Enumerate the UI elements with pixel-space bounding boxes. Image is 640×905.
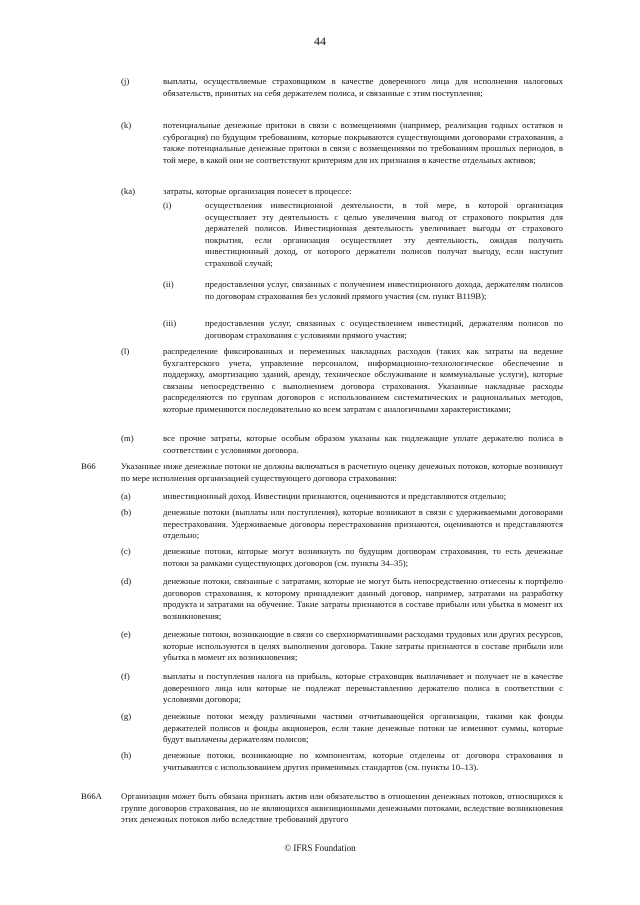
- footer: © IFRS Foundation: [284, 843, 356, 853]
- item-marker: (d): [121, 576, 132, 586]
- item-marker: (f): [121, 671, 130, 681]
- item-marker: (m): [121, 433, 134, 443]
- item-text: денежные потоки (выплаты или поступления), которые возникают в связи с удерживаемыми договорами перестрахования. Удерживаемые договоры перестрахования признаются, оцениваются и представляются отдельно;: [163, 507, 563, 540]
- item-text: предоставления услуг, связанных с осуществлением инвестиций, держателям полисов по договорам страхования с условиями прямого участия;: [205, 318, 563, 340]
- item-text: инвестиционный доход. Инвестиции признаются, оцениваются и представляются отдельно;: [163, 491, 507, 501]
- paragraph-number: B66: [81, 461, 96, 471]
- paragraph-text: Организация может быть обязана признать актив или обязательство в отношении денежных потоков, относящихся к группе договоров страхования, но не являющихся аквизиционными денежными потоками, вследствие возникновения этих денежных потоков либо вследствие требований другого: [121, 791, 563, 824]
- item-text: денежные потоки, связанные с затратами, которые не могут быть непосредственно отнесены к портфелю договоров страхования, к которому принадлежит данный договор, например, затратами на разработку продукта и затратами на обучение. Такие затраты признаются в составе прибыли или убытка в момент их возникновения;: [163, 576, 563, 621]
- item-marker: (b): [121, 507, 132, 517]
- item-marker: (g): [121, 711, 132, 721]
- item-text: денежные потоки между различными частями отчитывающейся организации, такими как фонды держателей полисов и фонды акционеров, если такие денежные потоки не изменяют суммы, которые будут выплачены держателям полисов;: [163, 711, 563, 744]
- item-text: выплаты, осуществляемые страховщиком в качестве доверенного лица для исполнения налоговых обязательств, принятых на себя держателем полиса, и связанные с этим поступления;: [163, 76, 563, 98]
- item-text: осуществления инвестиционной деятельности, в той мере, в которой организация осуществляет эту деятельность с целью увеличения выгод от страхового покрытия для держателей полисов. Инвестиционная деятельность увеличивает выгоды от страхового покрытия, если организация осуществляет эту деятельность, ожидая получить инвестиционный доход, от которого держатели полисов получат выгоду, если наступит страховой случай;: [205, 200, 563, 268]
- item-marker: (ka): [121, 186, 136, 196]
- item-marker: (iii): [163, 318, 177, 328]
- item-text: потенциальные денежные притоки в связи с возмещениями (например, реализация годных остатков и суброгация) по будущим требованиям, которые покрываются существующими договорами страхования, а также потенциальные денежные притоки в связи с возмещениями по требованиям прошлых периодов, в той мере, в какой они не соответствуют критериям для их признания в качестве отдельных активов;: [163, 120, 563, 165]
- item-text: предоставления услуг, связанных с получением инвестиционного дохода, держателям полисов по договорам страхования без условий прямого участия (см. пункт B119B);: [205, 279, 563, 301]
- item-marker: (l): [121, 346, 130, 356]
- item-marker: (a): [121, 491, 131, 501]
- item-text: затраты, которые организация понесет в процессе:: [163, 186, 352, 196]
- item-marker: (i): [163, 200, 172, 210]
- item-marker: (e): [121, 629, 131, 639]
- item-marker: (j): [121, 76, 130, 86]
- paragraph-text: Указанные ниже денежные потоки не должны включаться в расчетную оценку денежных потоков, которые возникнут по мере исполнения организацией существующего договора страхования:: [121, 461, 563, 483]
- item-text: распределение фиксированных и переменных накладных расходов (таких как затраты на ведение бухгалтерского учета, управление персоналом, информационно-технологическое обеспечение и поддержку, амортизацию зданий, аренду, техническое обслуживание и коммунальные услуги), которые связаны непосредственно с выполнением договора страхования. Указанные накладные расходы распределяются по группам договоров с использованием систематических и рациональных методов, которые применяются последовательно ко всем затратам с аналогичными характеристиками;: [163, 346, 563, 414]
- paragraph-number: B66A: [81, 791, 102, 801]
- item-text: выплаты и поступления налога на прибыль, которые страховщик выплачивает и получает не в качестве доверенного лица или которые не подлежат перевыставлению держателю полиса в соответствии с условиями договора;: [163, 671, 563, 704]
- item-text: денежные потоки, которые могут возникнуть по будущим договорам страхования, то есть денежные потоки за рамками существующих договоров (см. пункты 34–35);: [163, 546, 563, 568]
- item-marker: (c): [121, 546, 131, 556]
- item-text: все прочие затраты, которые особым образом указаны как подлежащие уплате держателю полиса в соответствии с условиями договора.: [163, 433, 563, 455]
- item-marker: (ii): [163, 279, 174, 289]
- item-marker: (k): [121, 120, 132, 130]
- page-number: 44: [314, 34, 326, 48]
- item-marker: (h): [121, 750, 132, 760]
- item-text: денежные потоки, возникающие по компонентам, которые отделены от договора страхования и учитываются с использованием других применимых стандартов (см. пункты 10–13).: [163, 750, 563, 772]
- item-text: денежные потоки, возникающие в связи со сверхнормативными расходами трудовых или других ресурсов, которые используются в целях выполнения договора. Такие затраты признаются в составе прибыли или убытка в момент их возникновения;: [163, 629, 563, 662]
